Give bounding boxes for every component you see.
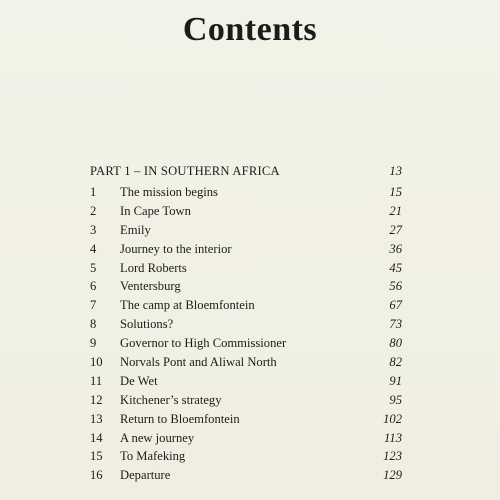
chapter-number: 16 — [90, 468, 103, 483]
chapter-title: The mission begins — [120, 185, 218, 199]
chapter-page-number: 91 — [389, 373, 402, 388]
toc-entry — [90, 279, 402, 298]
toc-entry — [90, 468, 402, 487]
toc-entry — [90, 374, 402, 393]
chapter-page-number: 56 — [389, 279, 402, 294]
chapter-number: 12 — [90, 392, 103, 407]
chapter-number: 9 — [90, 336, 97, 351]
chapter-number: 8 — [90, 317, 97, 332]
toc-entry — [90, 393, 402, 412]
toc-entry — [90, 412, 402, 431]
toc-entry — [90, 185, 402, 204]
toc-entry — [90, 431, 402, 450]
chapter-page-number: 95 — [389, 392, 402, 407]
chapter-number: 14 — [90, 430, 103, 445]
chapter-list — [90, 185, 402, 487]
chapter-page-number: 21 — [389, 203, 402, 218]
chapter-title: Governor to High Commissioner — [120, 336, 287, 351]
toc-part-heading — [90, 164, 402, 185]
toc-entry — [90, 261, 402, 280]
toc-entry — [90, 223, 402, 242]
chapter-page-number: 67 — [389, 298, 402, 313]
chapter-page-number: 15 — [389, 185, 402, 199]
chapter-page-number: 45 — [389, 260, 402, 275]
chapter-page-number: 82 — [389, 355, 402, 370]
toc-entry — [90, 242, 402, 261]
toc-entry — [90, 204, 402, 223]
chapter-number: 10 — [90, 355, 103, 370]
chapter-number: 13 — [90, 411, 103, 426]
chapter-title: Departure — [120, 468, 171, 483]
toc-entry — [90, 298, 402, 317]
chapter-title: In Cape Town — [120, 203, 191, 218]
chapter-number: 1 — [90, 185, 97, 199]
chapter-title: To Mafeking — [120, 449, 186, 464]
chapter-number: 15 — [90, 449, 103, 464]
chapter-number: 2 — [90, 203, 97, 218]
chapter-title: Ventersburg — [120, 279, 181, 294]
chapter-title: The camp at Bloemfontein — [120, 298, 255, 313]
part-label: PART 1 – IN SOUTHERN AFRICA — [90, 164, 280, 178]
toc-entry — [90, 355, 402, 374]
toc-entry — [90, 336, 402, 355]
chapter-number: 11 — [90, 373, 103, 388]
chapter-number: 6 — [90, 279, 97, 294]
chapter-number: 7 — [90, 298, 97, 313]
part-page-number: 13 — [389, 164, 402, 178]
chapter-title: Lord Roberts — [120, 260, 187, 275]
toc-entry — [90, 317, 402, 336]
chapter-number: 3 — [90, 222, 97, 237]
chapter-page-number: 123 — [383, 449, 402, 464]
page-title: Contents — [182, 11, 318, 48]
chapter-title: Norvals Pont and Aliwal North — [120, 355, 277, 370]
table-of-contents — [90, 164, 402, 487]
chapter-title: Return to Bloemfontein — [120, 411, 240, 426]
chapter-page-number: 102 — [383, 411, 402, 426]
toc-entry — [90, 449, 402, 468]
chapter-page-number: 113 — [384, 430, 402, 445]
chapter-title: A new journey — [120, 430, 195, 445]
chapter-page-number: 129 — [383, 468, 402, 483]
chapter-page-number: 27 — [389, 222, 402, 237]
chapter-title: Journey to the interior — [120, 241, 232, 256]
chapter-page-number: 36 — [389, 241, 402, 256]
chapter-title: Emily — [120, 222, 151, 237]
chapter-title: Kitchener’s strategy — [120, 392, 222, 407]
chapter-number: 4 — [90, 241, 97, 256]
chapter-page-number: 73 — [389, 317, 402, 332]
chapter-number: 5 — [90, 260, 97, 275]
chapter-page-number: 80 — [389, 336, 402, 351]
chapter-title: De Wet — [120, 373, 158, 388]
chapter-title: Solutions? — [120, 317, 174, 332]
